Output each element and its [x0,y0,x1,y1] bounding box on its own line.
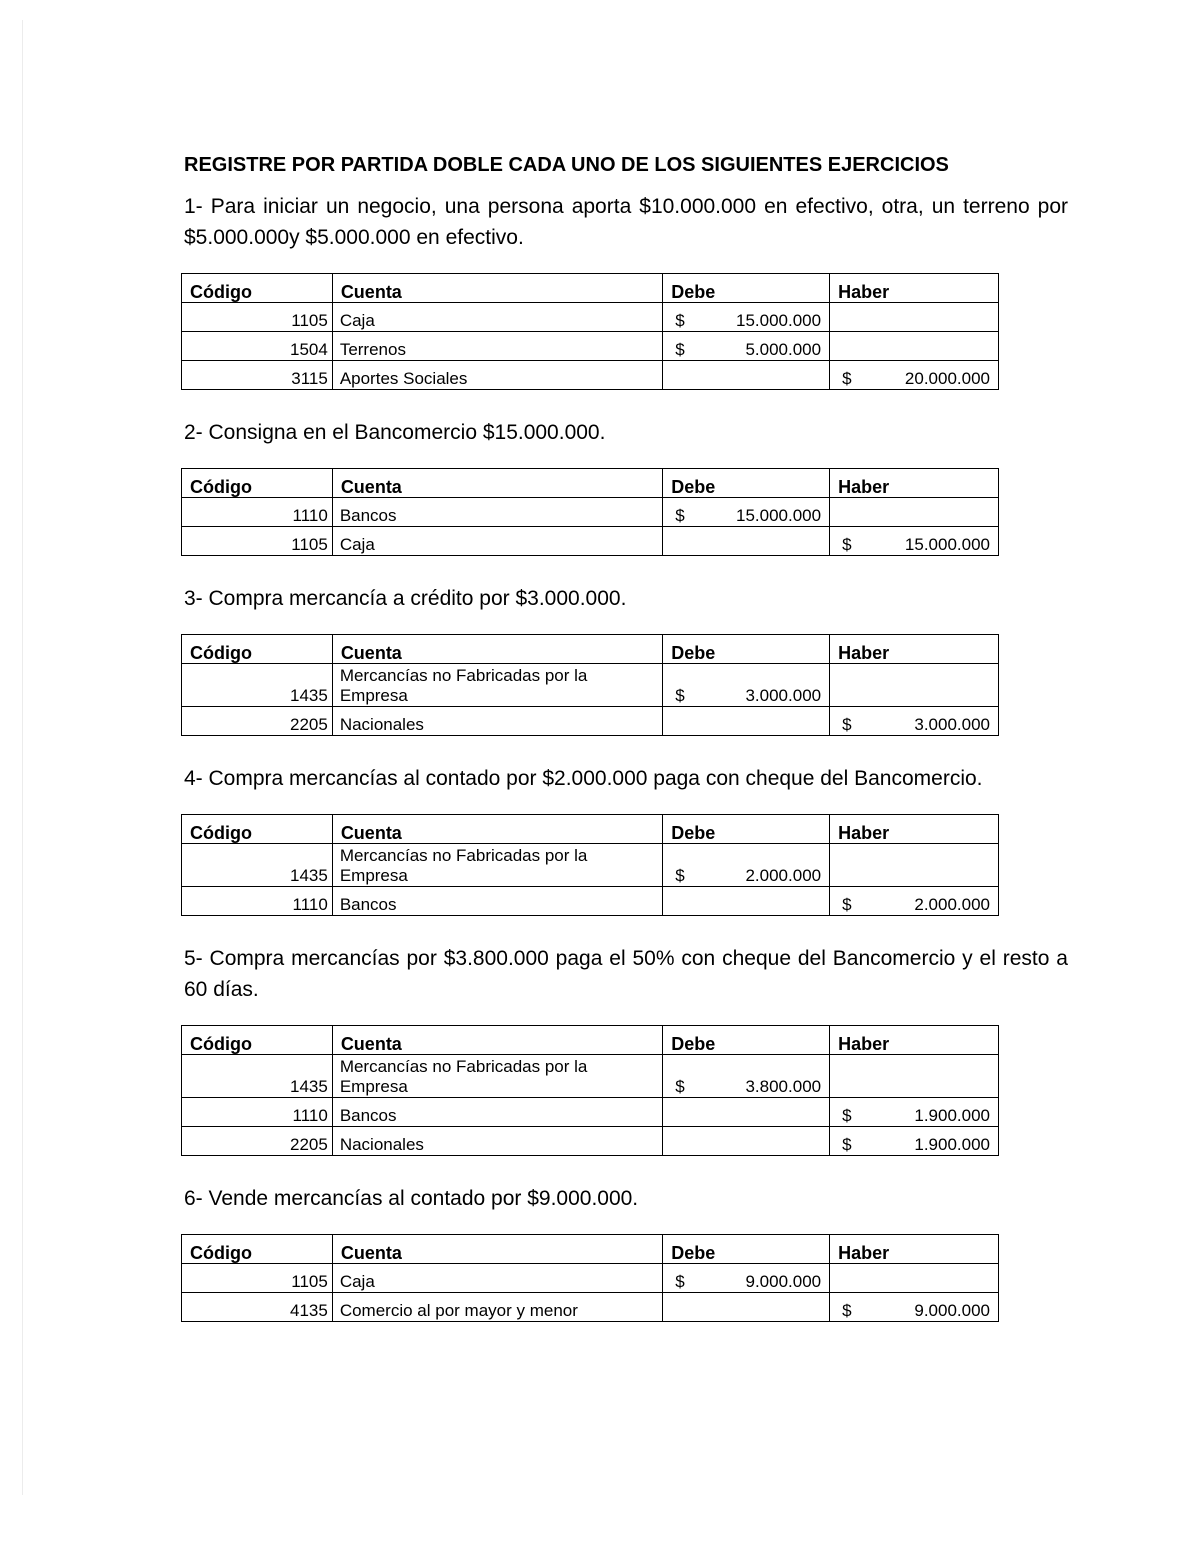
table-row [182,664,999,707]
currency-symbol: $ [842,1135,852,1154]
credit-amount-cell [830,707,999,736]
account-name: Caja [332,303,662,332]
currency-symbol: $ [675,340,685,359]
column-header-debit: Debe [663,274,830,303]
journal-entry-table [181,1234,999,1322]
credit-amount-cell [830,1127,999,1156]
exercise-statement: 3- Compra mercancía a crédito por $3.000.000. [184,587,627,610]
table-row [182,1293,999,1322]
table-row [182,303,999,332]
journal-entry-table [181,468,999,556]
credit-amount: 1.900.000 [914,1106,990,1125]
account-code: 1110 [182,498,333,527]
table-row [182,1098,999,1127]
table-header-row [182,469,999,498]
debit-amount-cell [663,1098,830,1127]
column-header-code: Código [182,815,333,844]
journal-entry-table [181,814,999,916]
currency-symbol: $ [842,535,852,554]
column-header-credit: Haber [830,469,999,498]
column-header-account: Cuenta [332,1235,662,1264]
exercise-statement: 2- Consigna en el Bancomercio $15.000.000. [184,421,606,444]
credit-amount-cell [830,361,999,390]
debit-amount: 9.000.000 [745,1272,822,1291]
credit-amount-cell [830,303,999,332]
credit-amount-cell [830,664,999,707]
account-code: 1435 [182,844,333,887]
credit-amount-cell [830,1264,999,1293]
column-header-debit: Debe [663,1235,830,1264]
column-header-credit: Haber [830,635,999,664]
column-header-credit: Haber [830,1235,999,1264]
account-name: Nacionales [332,1127,662,1156]
table-header-row [182,815,999,844]
currency-symbol: $ [675,506,685,525]
account-code: 1105 [182,1264,333,1293]
account-name: Mercancías no Fabricadas por la Empresa [332,664,662,707]
currency-symbol: $ [842,895,852,914]
account-name: Caja [332,1264,662,1293]
column-header-debit: Debe [663,635,830,664]
account-code: 1110 [182,1098,333,1127]
table-row [182,1264,999,1293]
exercise-2 [184,417,1068,556]
exercise-3 [184,583,1068,736]
debit-amount-cell [663,707,830,736]
exercise-statement: 5- Compra mercancías por $3.800.000 paga el 50% con cheque del Bancomercio y el resto a 60 días. [184,947,1068,1001]
table-row [182,1055,999,1098]
currency-symbol: $ [675,1077,685,1096]
document-body [184,154,1068,1349]
debit-amount-cell [663,664,830,707]
column-header-account: Cuenta [332,469,662,498]
currency-symbol: $ [675,1272,685,1291]
debit-amount-cell [663,1264,830,1293]
table-header-row [182,1235,999,1264]
account-name: Caja [332,527,662,556]
column-header-debit: Debe [663,469,830,498]
journal-entry-table [181,634,999,736]
account-code: 1110 [182,887,333,916]
page-edge [22,20,23,1495]
account-name: Bancos [332,887,662,916]
currency-symbol: $ [675,866,685,885]
currency-symbol: $ [675,311,685,330]
currency-symbol: $ [842,715,852,734]
debit-amount: 15.000.000 [736,311,822,330]
exercise-5 [184,943,1068,1156]
table-row [182,1127,999,1156]
debit-amount: 3.000.000 [745,686,822,705]
credit-amount: 3.000.000 [914,715,990,734]
currency-symbol: $ [842,1301,852,1320]
column-header-code: Código [182,274,333,303]
credit-amount: 20.000.000 [904,369,990,388]
account-code: 2205 [182,707,333,736]
account-name: Mercancías no Fabricadas por la Empresa [332,844,662,887]
account-name: Terrenos [332,332,662,361]
exercise-statement: 4- Compra mercancías al contado por $2.000.000 paga con cheque del Bancomercio. [184,767,983,790]
column-header-code: Código [182,1235,333,1264]
column-header-credit: Haber [830,1026,999,1055]
debit-amount: 2.000.000 [745,866,822,885]
credit-amount-cell [830,527,999,556]
credit-amount: 1.900.000 [914,1135,990,1154]
journal-entry-table [181,273,999,390]
debit-amount-cell [663,844,830,887]
table-header-row [182,274,999,303]
account-code: 2205 [182,1127,333,1156]
credit-amount-cell [830,332,999,361]
table-row [182,887,999,916]
table-row [182,361,999,390]
credit-amount-cell [830,1098,999,1127]
account-code: 1105 [182,303,333,332]
debit-amount: 3.800.000 [745,1077,822,1096]
account-name: Aportes Sociales [332,361,662,390]
account-name: Bancos [332,498,662,527]
table-row [182,498,999,527]
exercise-statement: 1- Para iniciar un negocio, una persona aporta $10.000.000 en efectivo, otra, un terreno por $5.000.000y $5.000.000 en efectivo. [184,195,1068,249]
credit-amount-cell [830,498,999,527]
debit-amount-cell [663,303,830,332]
journal-entry-table [181,1025,999,1156]
account-name: Bancos [332,1098,662,1127]
debit-amount: 15.000.000 [736,506,822,525]
account-name: Mercancías no Fabricadas por la Empresa [332,1055,662,1098]
account-name: Nacionales [332,707,662,736]
exercise-6 [184,1183,1068,1322]
table-header-row [182,1026,999,1055]
credit-amount-cell [830,1293,999,1322]
column-header-credit: Haber [830,274,999,303]
column-header-account: Cuenta [332,635,662,664]
debit-amount-cell [663,1055,830,1098]
column-header-credit: Haber [830,815,999,844]
debit-amount-cell [663,887,830,916]
exercise-statement: 6- Vende mercancías al contado por $9.000.000. [184,1187,639,1210]
account-code: 3115 [182,361,333,390]
debit-amount-cell [663,1293,830,1322]
account-code: 1105 [182,527,333,556]
credit-amount-cell [830,887,999,916]
page-title: REGISTRE POR PARTIDA DOBLE CADA UNO DE LOS SIGUIENTES EJERCICIOS [184,154,949,176]
exercise-4 [184,763,1068,916]
account-name: Comercio al por mayor y menor [332,1293,662,1322]
debit-amount-cell [663,498,830,527]
currency-symbol: $ [675,686,685,705]
debit-amount-cell [663,332,830,361]
table-row [182,707,999,736]
table-row [182,527,999,556]
column-header-code: Código [182,1026,333,1055]
column-header-debit: Debe [663,1026,830,1055]
column-header-code: Código [182,635,333,664]
exercise-1 [184,191,1068,390]
table-row [182,332,999,361]
table-header-row [182,635,999,664]
column-header-account: Cuenta [332,1026,662,1055]
column-header-debit: Debe [663,815,830,844]
debit-amount: 5.000.000 [745,340,822,359]
account-code: 1435 [182,664,333,707]
debit-amount-cell [663,361,830,390]
debit-amount-cell [663,527,830,556]
currency-symbol: $ [842,1106,852,1125]
credit-amount: 15.000.000 [904,535,990,554]
credit-amount-cell [830,844,999,887]
column-header-account: Cuenta [332,274,662,303]
currency-symbol: $ [842,369,852,388]
account-code: 1504 [182,332,333,361]
debit-amount-cell [663,1127,830,1156]
credit-amount: 9.000.000 [914,1301,990,1320]
table-row [182,844,999,887]
column-header-account: Cuenta [332,815,662,844]
account-code: 1435 [182,1055,333,1098]
credit-amount-cell [830,1055,999,1098]
column-header-code: Código [182,469,333,498]
exercise-list [184,191,1068,1322]
account-code: 4135 [182,1293,333,1322]
credit-amount: 2.000.000 [914,895,990,914]
